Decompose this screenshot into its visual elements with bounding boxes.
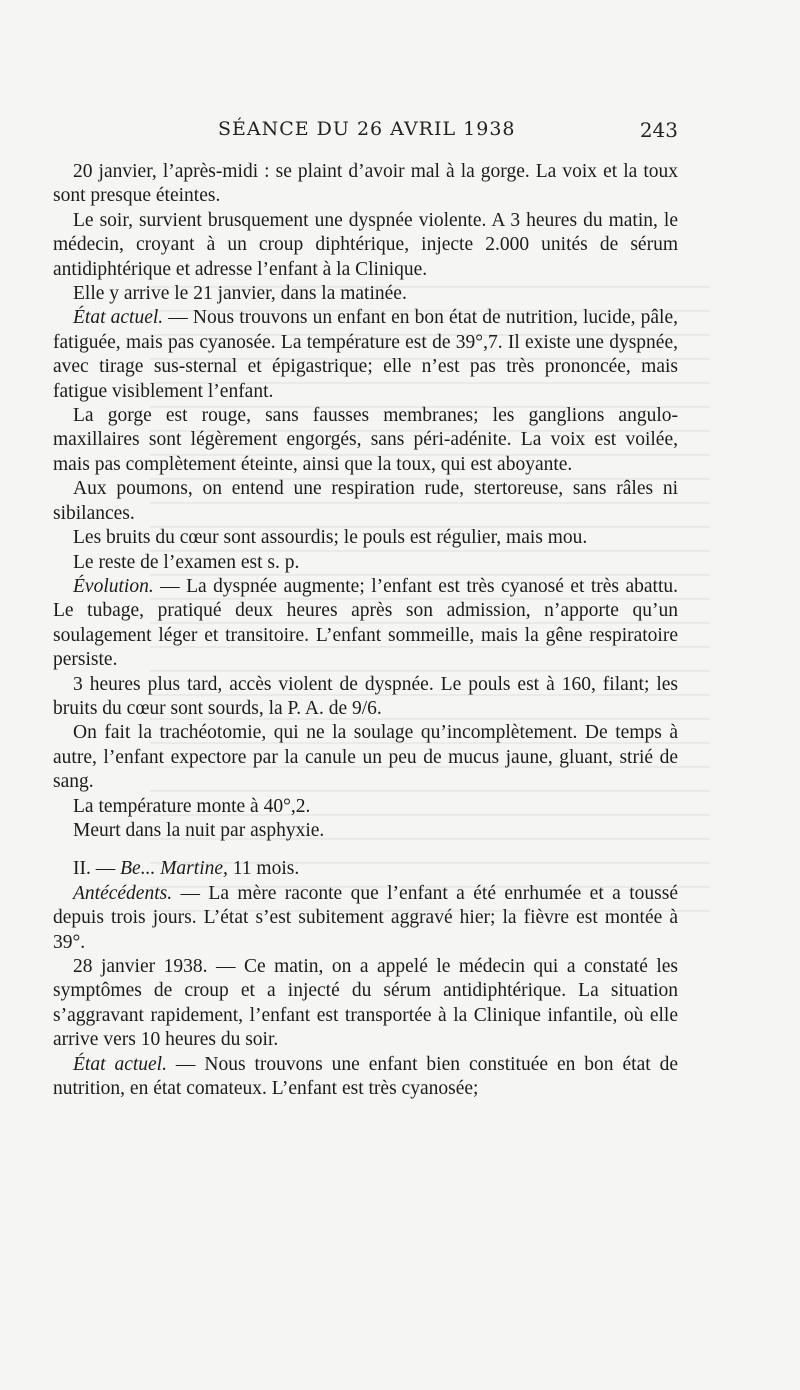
- paragraph: [53, 209, 678, 282]
- paragraph-text: 28 janvier 1938. — Ce matin, on a appelé le médecin qui a constaté les symptômes de croup et a injecté du sérum antidiphtérique. La situation s’aggravant rapidement, l’enfant est transportée à la Clinique infantile, où elle arrive vers 10 heures du soir.: [53, 956, 678, 1051]
- section-lead: Antécédents.: [73, 882, 173, 904]
- paragraph: [53, 673, 678, 722]
- paragraph-text: Elle y arrive le 21 janvier, dans la matinée.: [73, 283, 407, 305]
- paragraph: [53, 819, 678, 843]
- section-lead: État actuel.: [73, 1053, 167, 1075]
- paragraph: [53, 575, 678, 673]
- page-number: 243: [639, 118, 678, 142]
- running-head: SÉANCE DU 26 AVRIL 1938: [218, 118, 516, 140]
- page-header: [53, 118, 678, 148]
- paragraph-text: Le reste de l’examen est s. p.: [73, 551, 300, 573]
- paragraph-text: — Nous trouvons un enfant en bon état de nutrition, lucide, pâle, fatiguée, mais pas cyanosée. La température est de 39°,7. Il existe une dyspnée, avec tirage sus-sternal et épigastrique; elle n’est pas très prononcée, mais fatigue visiblement l’enfant.: [53, 307, 678, 402]
- paragraph: [53, 306, 678, 404]
- paragraph-text: Meurt dans la nuit par asphyxie.: [73, 819, 325, 841]
- paragraph: [53, 551, 678, 575]
- paragraph: [53, 282, 678, 306]
- paragraph-text: 3 heures plus tard, accès violent de dyspnée. Le pouls est à 160, filant; les bruits du cœur sont sourds, la P. A. de 9/6.: [53, 673, 678, 719]
- section-lead: État actuel.: [73, 307, 164, 329]
- paragraph-text: Aux poumons, on entend une respiration rude, stertoreuse, sans râles ni sibilances.: [53, 478, 678, 524]
- paragraph: [53, 955, 678, 1053]
- paragraph: [53, 477, 678, 526]
- paragraph: [53, 1053, 678, 1102]
- case-heading: [53, 857, 678, 881]
- paragraph-text: On fait la trachéotomie, qui ne la soulage qu’incomplètement. De temps à autre, l’enfant expectore par la canule un peu de mucus jaune, gluant, strié de sang.: [53, 722, 678, 793]
- paragraph-text: Les bruits du cœur sont assourdis; le pouls est régulier, mais mou.: [73, 527, 588, 549]
- patient-age: 11 mois.: [227, 858, 300, 880]
- section-lead: Évolution.: [73, 575, 154, 597]
- paragraph: [53, 404, 678, 477]
- paragraph-text: — Nous trouvons une enfant bien constituée en bon état de nutrition, en état comateux. L’enfant est très cyanosée;: [53, 1053, 678, 1100]
- patient-name: Be... Martine,: [120, 858, 228, 880]
- paragraph-text: La température monte à 40°,2.: [73, 795, 311, 817]
- paragraph: [53, 721, 678, 794]
- paragraph-text: 20 janvier, l’après-midi : se plaint d’avoir mal à la gorge. La voix et la toux sont presque éteintes.: [53, 161, 678, 207]
- paragraph: [53, 526, 678, 550]
- paragraph: [53, 795, 678, 819]
- paragraph-text: — La mère raconte que l’enfant a été enrhumée et a toussé depuis trois jours. L’état s’est subitement aggravé hier; la fièvre est montée à 39°.: [53, 882, 678, 953]
- paragraph: [53, 882, 678, 955]
- paragraph-text: — La dyspnée augmente; l’enfant est très cyanosé et très abattu. Le tubage, pratiqué deux heures après son admission, n’apporte qu’un soulagement léger et transitoire. L’enfant sommeille, mais la gêne respiratoire persiste.: [53, 575, 678, 671]
- case-number: II. —: [73, 858, 121, 880]
- paragraph-text: Le soir, survient brusquement une dyspnée violente. A 3 heures du matin, le médecin, croyant à un croup diphtérique, injecte 2.000 unités de sérum antidiphtérique et adresse l’enfant à la Clinique.: [53, 209, 678, 280]
- body-text: [53, 160, 678, 1101]
- paragraph: [53, 160, 678, 209]
- paragraph-text: La gorge est rouge, sans fausses membranes; les ganglions angulo-maxillaires sont légèrement engorgés, sans péri-adénite. La voix est voilée, mais pas complètement éteinte, ainsi que la toux, qui est aboyante.: [53, 405, 678, 475]
